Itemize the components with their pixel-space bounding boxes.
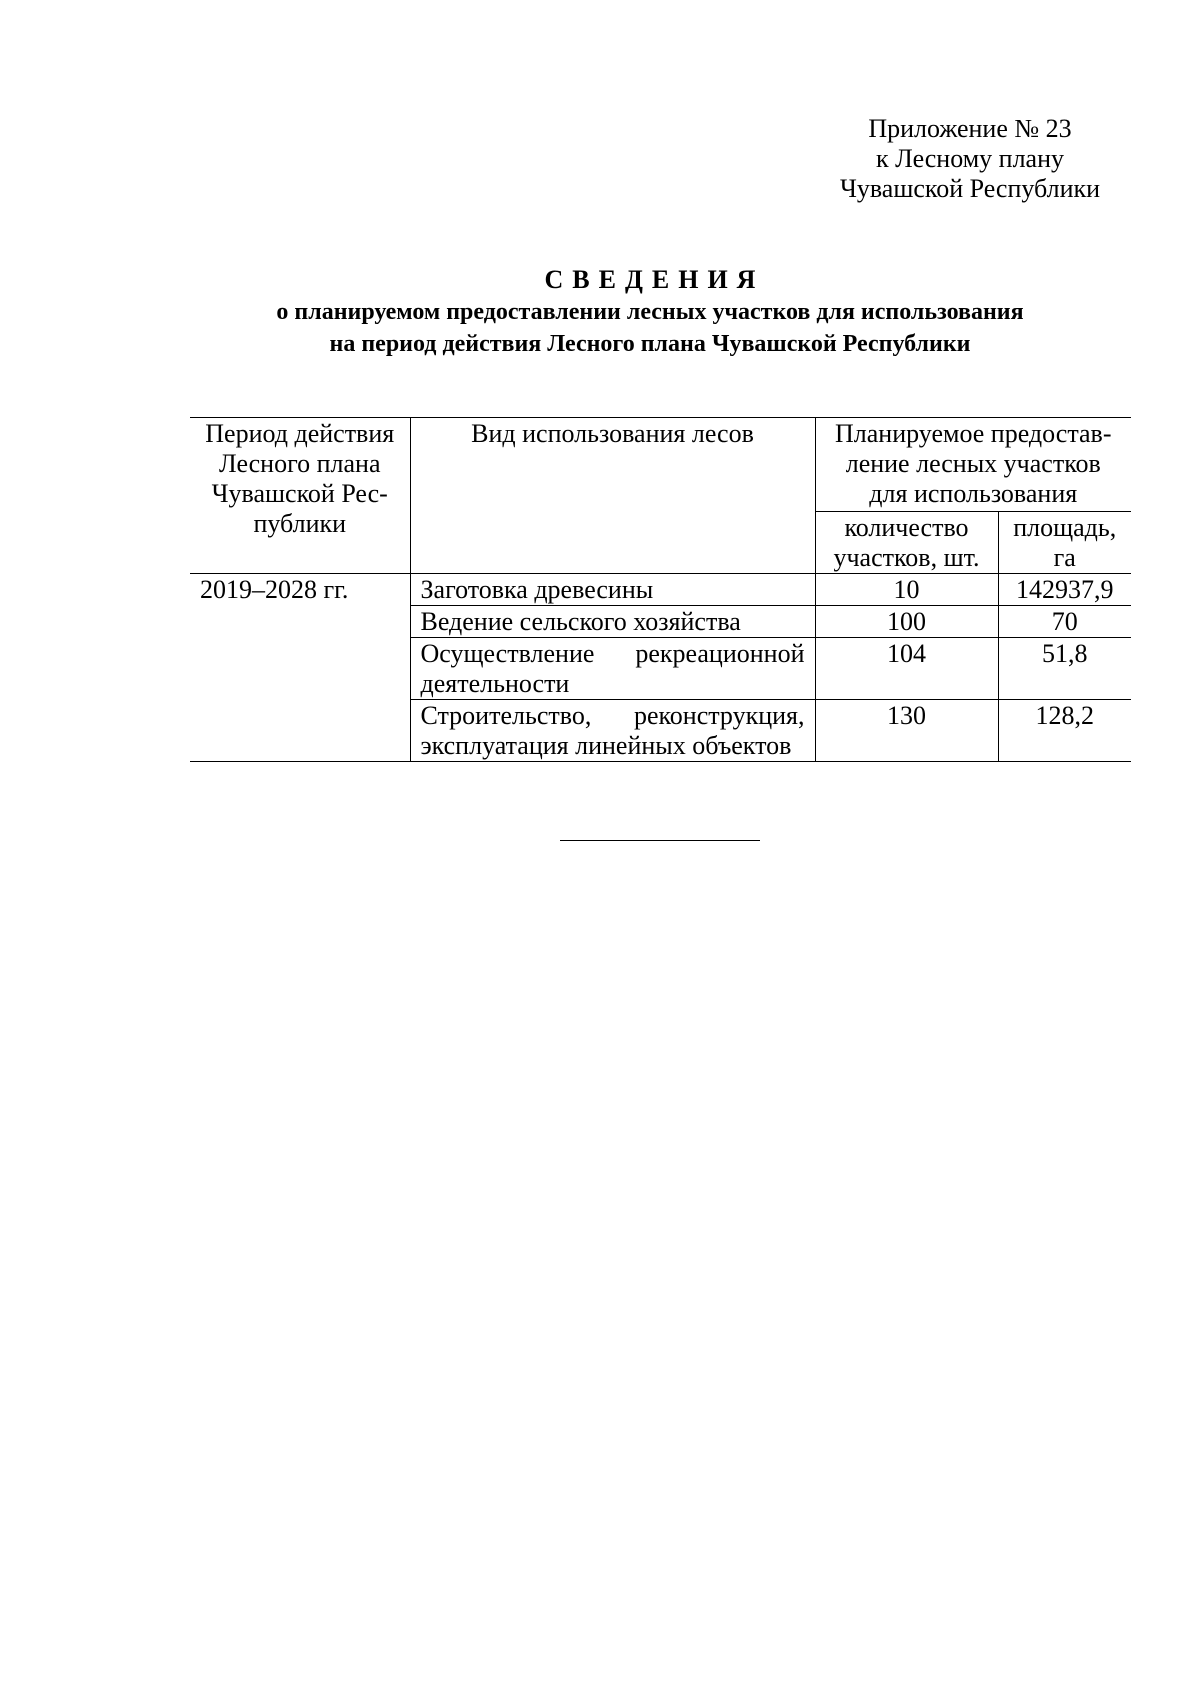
appendix-number: Приложение № 23	[868, 114, 1072, 143]
document-title: СВЕДЕНИЯ	[544, 265, 765, 294]
count-cell: 10	[815, 574, 998, 606]
document-heading	[180, 264, 1120, 360]
usage-cell: Заготовка древесины	[410, 574, 815, 606]
usage-cell: Ведение сельского хозяйства	[410, 606, 815, 638]
area-cell: 142937,9	[998, 574, 1131, 606]
usage-cell: Строительство, реконструкция, эксплуатация линейных объектов	[410, 700, 815, 762]
count-cell: 104	[815, 638, 998, 700]
header-usage-type: Вид использования лесов	[410, 418, 815, 574]
area-cell: 70	[998, 606, 1131, 638]
header-period: Период действия Лесного плана Чувашской Рес-публики	[190, 418, 410, 574]
count-cell: 100	[815, 606, 998, 638]
header-count: количество участков, шт.	[815, 512, 998, 574]
plan-table	[190, 417, 1131, 762]
appendix-plan-ref: к Лесному плану	[875, 144, 1065, 173]
period-cell: 2019–2028 гг.	[190, 574, 410, 762]
appendix-note	[820, 114, 1120, 204]
usage-cell: Осуществление рекреационной деятельности	[410, 638, 815, 700]
header-planned: Планируемое предостав-ление лесных участков для использования	[815, 418, 1131, 512]
area-cell: 128,2	[998, 700, 1131, 762]
count-cell: 130	[815, 700, 998, 762]
header-area: площадь, га	[998, 512, 1131, 574]
document-subtitle-line1: о планируемом предоставлении лесных участков для использования	[276, 299, 1024, 325]
document-subtitle-line2: на период действия Лесного плана Чувашской Республики	[329, 331, 971, 357]
table-row	[190, 574, 1131, 606]
area-cell: 51,8	[998, 638, 1131, 700]
end-divider	[560, 840, 760, 841]
appendix-region: Чувашской Республики	[839, 174, 1101, 203]
header-row	[190, 418, 1131, 512]
